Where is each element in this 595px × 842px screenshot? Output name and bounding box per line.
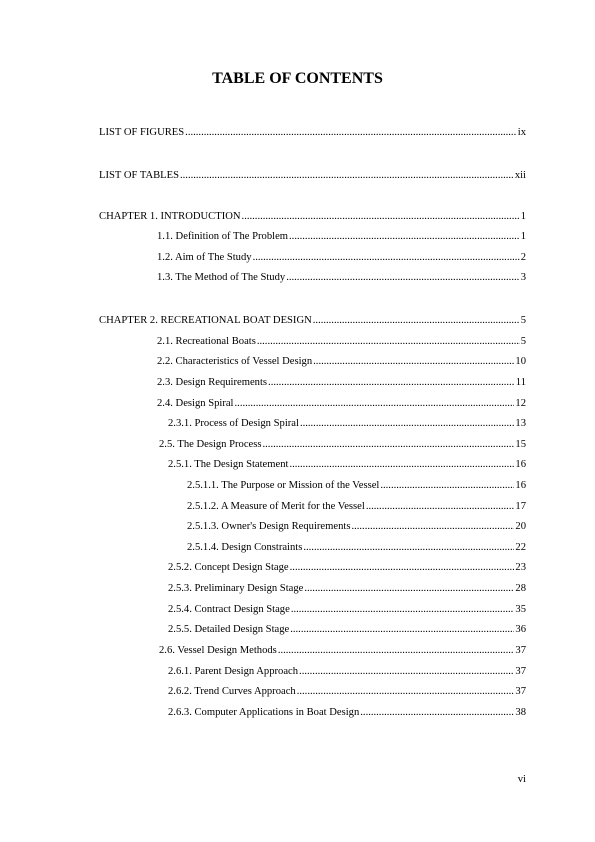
toc-entry-page: 28 xyxy=(515,583,526,594)
toc-entry-page: 15 xyxy=(515,439,526,450)
page-title: TABLE OF CONTENTS xyxy=(212,70,383,87)
toc-leader-dots xyxy=(278,644,515,657)
toc-entry-page: 1 xyxy=(520,211,526,222)
toc-leader-dots xyxy=(257,335,520,348)
toc-entry-label: 2.5.1.4. Design Constraints xyxy=(187,542,303,553)
toc-entry-page: 35 xyxy=(515,604,526,615)
toc-entry-label: LIST OF FIGURES xyxy=(99,127,185,138)
toc-entry-section-2-5-1[interactable] xyxy=(168,458,526,471)
toc-entry-label: CHAPTER 2. RECREATIONAL BOAT DESIGN xyxy=(99,315,312,326)
toc-leader-dots xyxy=(299,665,514,678)
toc-leader-dots xyxy=(286,271,520,284)
toc-entry-section-2-5-4[interactable] xyxy=(168,603,526,616)
toc-entry-page: 23 xyxy=(515,562,526,573)
toc-leader-dots xyxy=(304,582,514,595)
toc-entry-label: 2.5.1.1. The Purpose or Mission of the Vessel xyxy=(187,480,380,491)
toc-entry-section-2-5-1-2[interactable] xyxy=(187,500,526,513)
toc-entry-label: LIST OF TABLES xyxy=(99,170,179,181)
toc-entry-label: 2.6. Vessel Design Methods xyxy=(159,645,277,656)
toc-entry-section-1-3[interactable] xyxy=(157,271,526,284)
toc-leader-dots xyxy=(380,479,514,492)
toc-entry-label: 2.5.1.2. A Measure of Merit for the Vessel xyxy=(187,501,365,512)
toc-entry-label: 2.5.5. Detailed Design Stage xyxy=(168,624,290,635)
toc-entry-section-2-5-1-4[interactable] xyxy=(187,541,526,554)
toc-leader-dots xyxy=(351,520,514,533)
toc-entry-label: 1.2. Aim of The Study xyxy=(157,252,252,263)
toc-entry-list-of-figures[interactable] xyxy=(99,126,526,139)
toc-entry-page: 38 xyxy=(515,707,526,718)
toc-leader-dots xyxy=(290,623,514,636)
toc-leader-dots xyxy=(290,561,515,574)
toc-entry-label: 2.5.1. The Design Statement xyxy=(168,459,289,470)
toc-entry-label: CHAPTER 1. INTRODUCTION xyxy=(99,211,241,222)
toc-entry-list-of-tables[interactable] xyxy=(99,169,526,182)
toc-entry-label: 2.5.1.3. Owner's Design Requirements xyxy=(187,521,351,532)
toc-entry-section-2-5-5[interactable] xyxy=(168,623,526,636)
toc-leader-dots xyxy=(185,126,517,139)
toc-leader-dots xyxy=(300,417,514,430)
toc-leader-dots xyxy=(289,230,520,243)
toc-leader-dots xyxy=(268,376,515,389)
toc-entry-page: 36 xyxy=(515,624,526,635)
toc-entry-page: 20 xyxy=(515,521,526,532)
toc-entry-section-2-3[interactable] xyxy=(157,376,526,389)
toc-leader-dots xyxy=(297,685,515,698)
toc-entry-label: 2.5. The Design Process xyxy=(159,439,262,450)
toc-leader-dots xyxy=(313,355,514,368)
toc-entry-section-2-6-3[interactable] xyxy=(168,706,526,719)
toc-entry-label: 1.3. The Method of The Study xyxy=(157,272,286,283)
toc-entry-page: 1 xyxy=(520,231,526,242)
toc-entry-page: 13 xyxy=(515,418,526,429)
toc-entry-section-1-2[interactable] xyxy=(157,251,526,264)
toc-entry-label: 1.1. Definition of The Problem xyxy=(157,231,289,242)
toc-entry-label: 2.6.3. Computer Applications in Boat Design xyxy=(168,707,360,718)
toc-entry-label: 2.5.4. Contract Design Stage xyxy=(168,604,290,615)
toc-entry-page: 5 xyxy=(520,315,526,326)
toc-leader-dots xyxy=(242,210,520,223)
toc-leader-dots xyxy=(289,458,514,471)
toc-leader-dots xyxy=(313,314,520,327)
toc-entry-page: ix xyxy=(517,127,526,138)
toc-entry-page: 22 xyxy=(515,542,526,553)
toc-entry-section-2-1[interactable] xyxy=(157,335,526,348)
toc-entry-section-2-6-1[interactable] xyxy=(168,665,526,678)
toc-entry-page: 5 xyxy=(520,336,526,347)
toc-leader-dots xyxy=(291,603,515,616)
toc-entry-page: 3 xyxy=(520,272,526,283)
toc-entry-label: 2.5.2. Concept Design Stage xyxy=(168,562,289,573)
toc-entry-label: 2.6.2. Trend Curves Approach xyxy=(168,686,296,697)
toc-entry-section-2-2[interactable] xyxy=(157,355,526,368)
toc-leader-dots xyxy=(263,438,515,451)
toc-entry-label: 2.4. Design Spiral xyxy=(157,398,234,409)
toc-entry-chapter-1[interactable] xyxy=(99,210,526,223)
toc-entry-section-2-5-3[interactable] xyxy=(168,582,526,595)
toc-entry-page: 37 xyxy=(515,686,526,697)
toc-entry-label: 2.6.1. Parent Design Approach xyxy=(168,666,299,677)
toc-entry-page: 17 xyxy=(515,501,526,512)
toc-entry-page: 11 xyxy=(515,377,526,388)
toc-entry-page: 12 xyxy=(515,398,526,409)
toc-entry-section-2-5-1-1[interactable] xyxy=(187,479,526,492)
toc-entry-section-2-4[interactable] xyxy=(157,397,526,410)
page-number: vi xyxy=(517,774,526,785)
toc-entry-page: 37 xyxy=(515,666,526,677)
toc-entry-chapter-2[interactable] xyxy=(99,314,526,327)
toc-entry-label: 2.3.1. Process of Design Spiral xyxy=(168,418,299,429)
toc-entry-label: 2.2. Characteristics of Vessel Design xyxy=(157,356,313,367)
toc-entry-label: 2.5.3. Preliminary Design Stage xyxy=(168,583,304,594)
toc-entry-section-2-5-1-3[interactable] xyxy=(187,520,526,533)
toc-leader-dots xyxy=(303,541,514,554)
toc-entry-page: xii xyxy=(514,170,526,181)
toc-entry-page: 2 xyxy=(520,252,526,263)
toc-leader-dots xyxy=(360,706,514,719)
toc-entry-page: 16 xyxy=(515,480,526,491)
toc-leader-dots xyxy=(366,500,515,513)
toc-entry-section-2-6[interactable] xyxy=(159,644,526,657)
toc-entry-page: 16 xyxy=(515,459,526,470)
toc-entry-page: 37 xyxy=(515,645,526,656)
toc-leader-dots xyxy=(180,169,514,182)
toc-entry-label: 2.1. Recreational Boats xyxy=(157,336,256,347)
toc-leader-dots xyxy=(235,397,515,410)
toc-entry-section-2-5-2[interactable] xyxy=(168,561,526,574)
toc-leader-dots xyxy=(253,251,520,264)
toc-entry-label: 2.3. Design Requirements xyxy=(157,377,268,388)
toc-entry-page: 10 xyxy=(515,356,526,367)
toc-entry-section-2-5[interactable] xyxy=(159,438,526,451)
toc-entry-section-2-3-1[interactable] xyxy=(168,417,526,430)
toc-entry-section-2-6-2[interactable] xyxy=(168,685,526,698)
toc-entry-section-1-1[interactable] xyxy=(157,230,526,243)
